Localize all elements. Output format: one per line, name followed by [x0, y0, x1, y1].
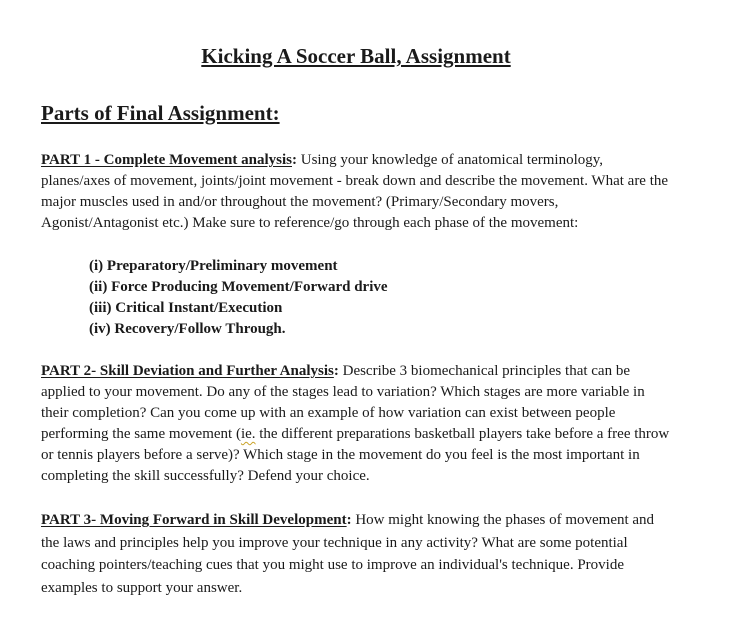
part2-label: PART 2- Skill Deviation and Further Analysis [41, 363, 334, 379]
part3-paragraph [41, 509, 671, 599]
part3-colon: : [346, 512, 352, 528]
part2-text-after: the different preparations basketball players take before a free throw or tennis players before a serve)? Which stage in the movement do you feel is the most important in completing the skill successfully? Defend your choice. [41, 426, 670, 484]
part3-label: PART 3- Moving Forward in Skill Development [41, 512, 347, 528]
part2-colon: : [333, 363, 339, 379]
part2-paragraph [41, 361, 671, 487]
part1-paragraph [41, 150, 671, 234]
part1-label: PART 1 - Complete Movement analysis [41, 152, 292, 168]
part3-text: How might knowing the phases of movement and the laws and principles help you improve your technique in any activity? What are some potential coaching pointers/teaching cues that you might use to improve an individual's technique. Provide examples to support your answer. [41, 512, 655, 596]
spellcheck-flagged-word[interactable]: ie. [240, 426, 256, 442]
phase-list [89, 256, 388, 340]
phase-item: (i) Preparatory/Preliminary movement [89, 258, 338, 274]
section-heading: Parts of Final Assignment: [41, 101, 280, 125]
phase-item: (iii) Critical Instant/Execution [89, 300, 283, 316]
part1-colon: : [291, 152, 297, 168]
phase-item: (iv) Recovery/Follow Through. [89, 321, 286, 337]
phase-item: (ii) Force Producing Movement/Forward drive [89, 279, 388, 295]
part2-text-before: Describe 3 biomechanical principles that can be applied to your movement. Do any of the stages lead to variation? Which stages are more variable in their completion? Can you come up with an example of how variation can exist between people performing the same movement ( [41, 363, 645, 442]
part1-text: Using your knowledge of anatomical terminology, planes/axes of movement, joints/joint movement - break down and describe the movement. What are the major muscles used in and/or throughout the movement? (Primary/Secondary movers, Agonist/Antagonist etc.) Make sure to reference/go through each phase of the movement: [41, 152, 669, 231]
document-title: Kicking A Soccer Ball, Assignment [201, 44, 511, 68]
